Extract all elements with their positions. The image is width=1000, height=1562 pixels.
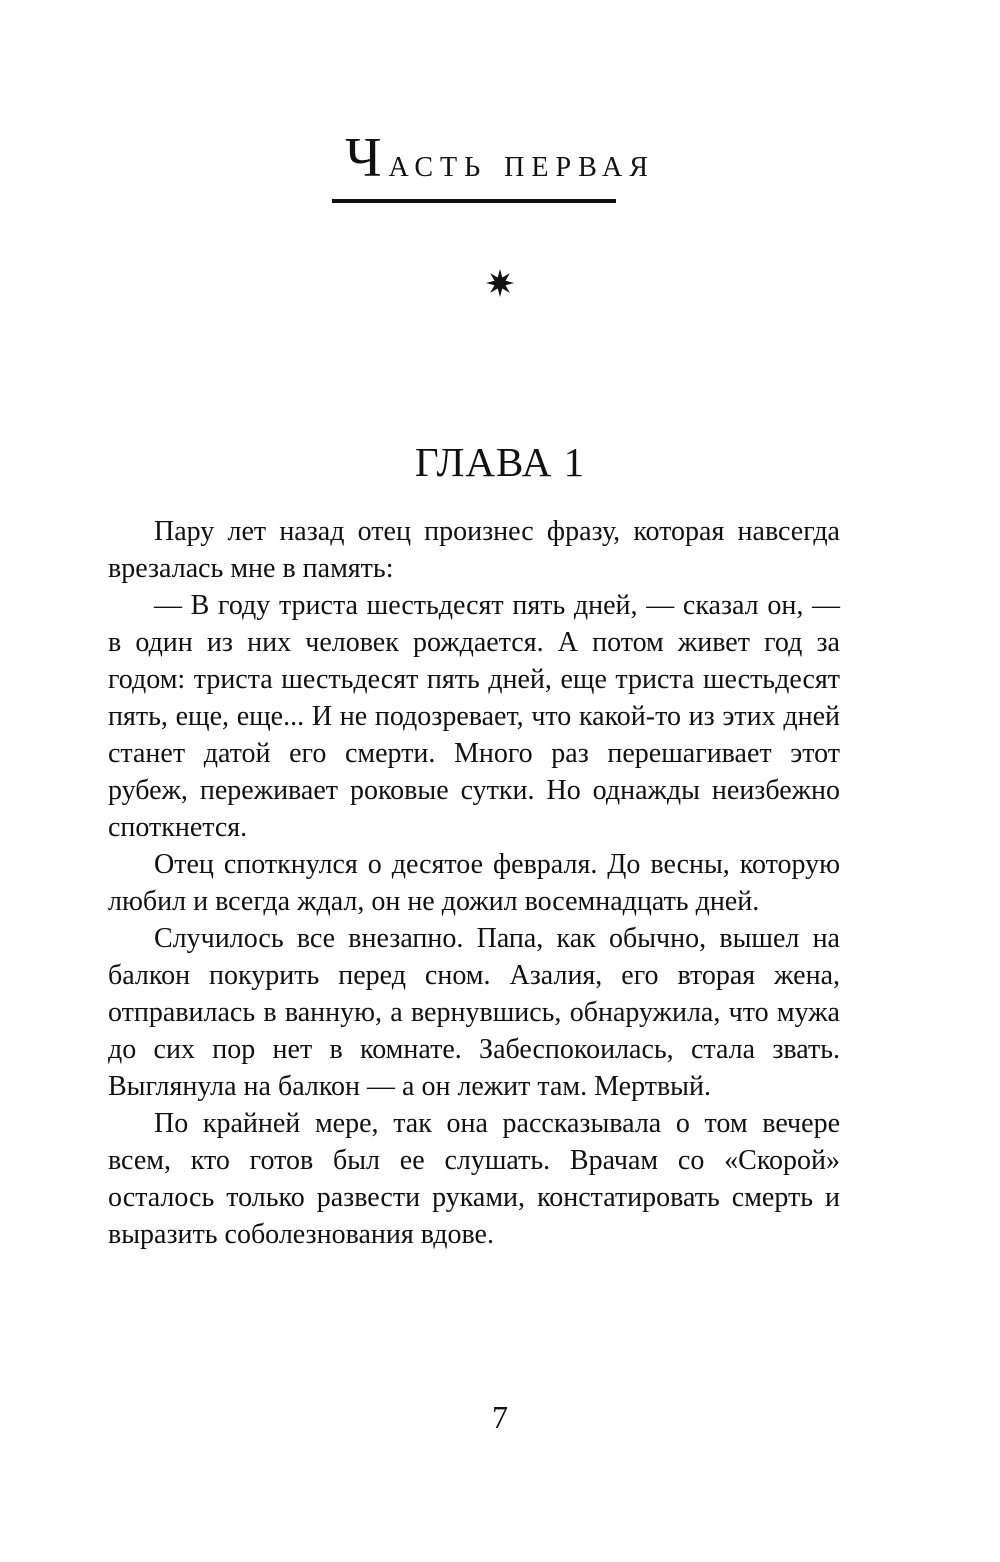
part-title — [0, 128, 1000, 193]
paragraph: Пару лет назад отец произнес фразу, которая навсегда врезалась мне в память: — [108, 516, 840, 584]
page-number: 7 — [492, 1399, 508, 1435]
chapter-body — [108, 513, 840, 1253]
star-ornament-icon — [0, 268, 1000, 303]
part-title-initial: Ч — [345, 127, 389, 189]
part-title-rest: асть первая — [388, 140, 655, 185]
paragraph: — В году триста шестьдесят пять дней, — сказал он, — в один из них человек рождается. А потом живет год за годом: триста шестьдесят пять дней, еще триста шестьдесят пять, еще, еще... И не подозревает, что какой-то из этих дней станет датой его смерти. Много раз перешагивает этот рубеж, переживает роковые сутки. Но однажды неизбежно споткнется. — [108, 590, 840, 843]
star-ornament-icon-svg — [485, 268, 515, 298]
chapter-title: ГЛАВА 1 — [414, 439, 586, 485]
title-divider — [332, 199, 616, 203]
paragraph: Отец споткнулся о десятое февраля. До весны, которую любил и всегда ждал, он не дожил восемнадцать дней. — [108, 849, 840, 917]
paragraph: Случилось все внезапно. Папа, как обычно, вышел на балкон покурить перед сном. Азалия, его вторая жена, отправилась в ванную, а вернувшись, обнаружила, что мужа до сих пор нет в комнате. Забеспокоилась, стала звать. Выглянула на балкон — а он лежит там. Мертвый. — [108, 923, 840, 1102]
paragraph: По крайней мере, так она рассказывала о том вечере всем, кто готов был ее слушать. Врачам со «Скорой» осталось только развести руками, констатировать смерть и выразить соболезнования вдове. — [108, 1108, 840, 1250]
